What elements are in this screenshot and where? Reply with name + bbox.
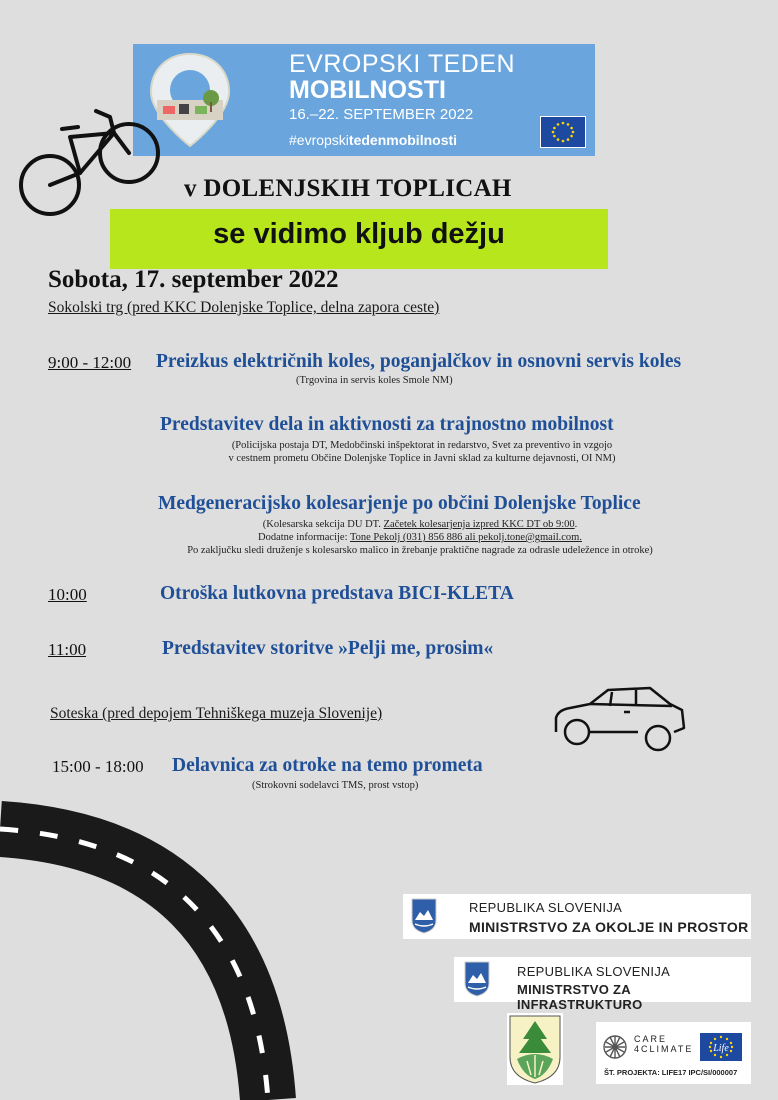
mobility-week-banner (133, 44, 595, 156)
banner-title-line2: MOBILNOSTI (289, 76, 446, 104)
logo-line2: MINISTRSTVO ZA INFRASTRUKTURO (517, 982, 643, 1012)
event-note (180, 518, 660, 557)
care-swirl-icon (602, 1034, 628, 1060)
town-title: v DOLENJSKIH TOPLICAH (184, 175, 512, 202)
banner-dates: 16.–22. SEPTEMBER 2022 (289, 106, 474, 123)
event-time: 10:00 (48, 585, 87, 604)
event-title: Predstavitev dela in aktivnosti za trajnostno mobilnost (160, 414, 614, 435)
eu-life-icon (700, 1033, 742, 1061)
care-line1: CARE (634, 1034, 668, 1044)
location-soteska: Soteska (pred depojem Tehniškega muzeja Slovenije) (50, 705, 383, 722)
event-note-line: (Policijska postaja DT, Medobčinski inšpektorat in redarstvo, Svet za preventivo in vzgojo (231, 440, 613, 451)
note-text: (Kolesarska sekcija DU DT. (262, 519, 384, 530)
care-line2: 4CLIMATE (634, 1044, 694, 1054)
project-number: ŠT. PROJEKTA: LIFE17 IPC/SI/000007 (604, 1068, 738, 1077)
banner-title-line1: EVROPSKI TEDEN (289, 50, 516, 78)
life-label: Life (713, 1043, 729, 1054)
event-note (192, 439, 652, 465)
rain-slogan: se vidimo kljub dežju (213, 218, 505, 250)
logo-ministry-infrastructure (454, 957, 751, 1012)
event-note-line (180, 518, 660, 531)
event-title: Otroška lutkovna predstava BICI-KLETA (160, 583, 514, 604)
date-heading: Sobota, 17. september 2022 (48, 266, 339, 293)
event-title: Medgeneracijsko kolesarjenje po občini Dolenjske Toplice (158, 493, 641, 514)
event-note: (Trgovina in servis koles Smole NM) (296, 375, 453, 386)
slovenia-coat-of-arms-icon (411, 898, 437, 934)
municipality-crest-icon (507, 1013, 563, 1085)
hashtag-bold: tedenmobilnosti (348, 132, 458, 148)
event-time: 11:00 (48, 640, 87, 659)
event-note: (Strokovni sodelavci TMS, prost vstop) (252, 780, 419, 791)
eu-flag-icon (540, 116, 586, 148)
event-note-line (180, 531, 660, 544)
event-time: 9:00 - 12:00 (48, 353, 132, 372)
note-text: Dodatne informacije: (258, 532, 350, 543)
location-sokolski-trg: Sokolski trg (pred KKC Dolenjske Toplice, delna zapora ceste) (48, 299, 440, 316)
logo-line1: REPUBLIKA SLOVENIJA (469, 900, 623, 915)
logo-care4climate (596, 1022, 751, 1084)
contact-info: Tone Pekolj (031) 856 886 ali pekolj.tone@gmail.com. (349, 532, 582, 543)
event-title: Predstavitev storitve »Pelji me, prosim« (162, 638, 494, 659)
event-note-line: Po zaključku sledi druženje s kolesarsko malico in žrebanje praktične nagrade za odrasle udeležence in otroke) (187, 545, 653, 556)
logo-ministry-environment (403, 894, 751, 939)
banner-hashtag (289, 132, 457, 148)
start-info: Začetek kolesarjenja izpred KKC DT ob 9:00 (383, 519, 575, 530)
logo-line2: MINISTRSTVO ZA OKOLJE IN PROSTOR (469, 919, 749, 935)
car-icon (552, 684, 687, 754)
note-text: . (574, 519, 578, 530)
bicycle-icon (18, 107, 163, 219)
slovenia-coat-of-arms-icon (464, 961, 490, 997)
logo-line1: REPUBLIKA SLOVENIJA (517, 964, 671, 979)
hashtag-prefix: #evropski (289, 132, 349, 148)
care-logo-text (634, 1034, 693, 1054)
event-title: Delavnica za otroke na temo prometa (172, 755, 483, 776)
event-note-line: v cestnem prometu Občine Dolenjske Toplice in Javni sklad za kulturne dejavnosti, OI NM) (228, 453, 616, 464)
event-time: 15:00 - 18:00 (52, 757, 144, 776)
event-title: Preizkus električnih koles, poganjalčkov in osnovni servis koles (156, 351, 682, 372)
road-illustration (0, 795, 300, 1100)
